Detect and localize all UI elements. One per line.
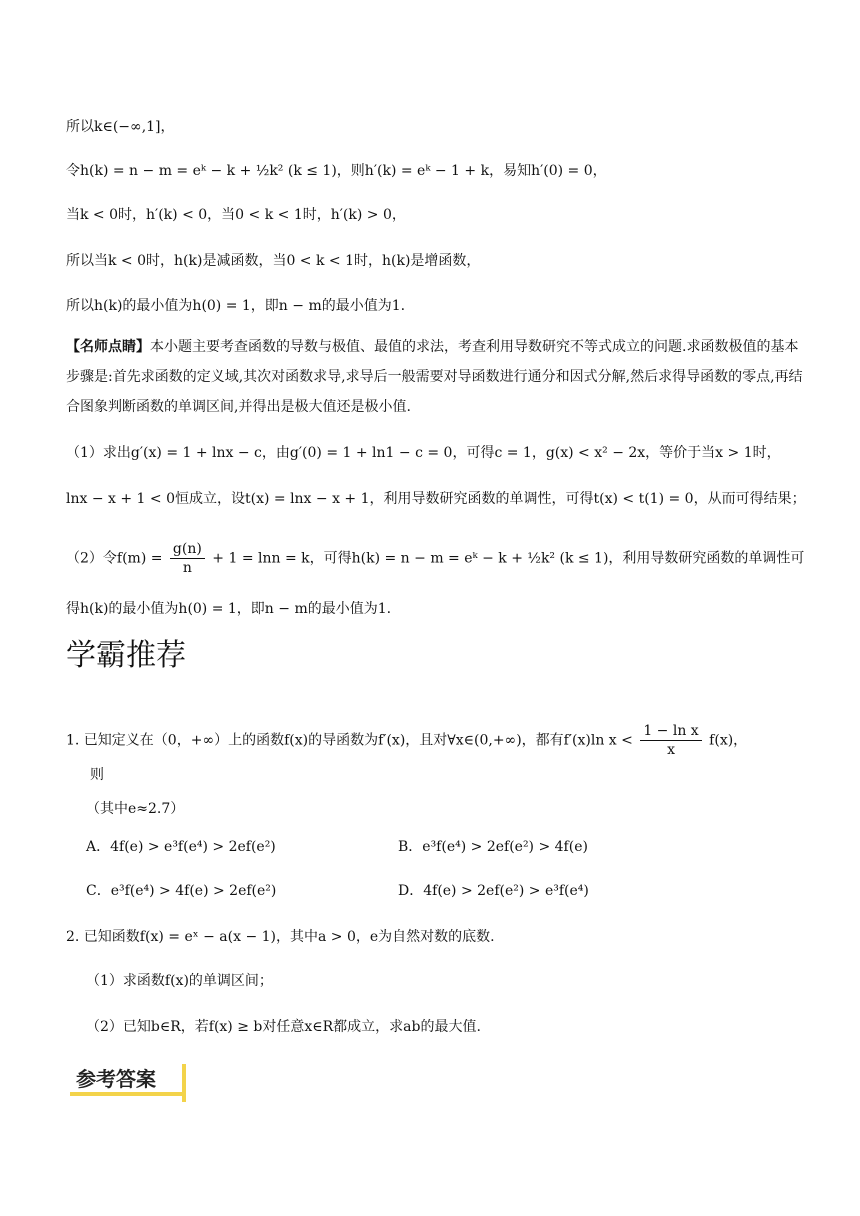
q1-stem-then: 则 <box>90 767 104 783</box>
note-part2-prefix: （2）令f(m) = <box>66 550 163 567</box>
fraction-denominator: n <box>182 560 192 576</box>
solution-line-5: 所以h(k)的最小值为h(0) = 1，即n − m的最小值为1. <box>66 298 406 314</box>
q1-fraction <box>640 722 701 759</box>
q2-part1: （1）求函数f(x)的单调区间； <box>86 973 273 989</box>
note-part2-suffix: + 1 = lnn = k，可得h(k) = n − m = eᵏ − k + ½k² (k ≤ 1)，利用导数研究函数的单调性可 <box>212 550 805 567</box>
q1-stem-prefix: 1. 已知定义在（0，+∞）上的函数f(x)的导函数为f′(x)，且对∀x∈(0,+∞)，都有f′(x)ln x < <box>66 732 633 749</box>
teacher-note-text: 本小题主要考查函数的导数与极值、最值的求法，考查利用导数研究不等式成立的问题.求函数极值的基本步骤是:首先求函数的定义域,其次对函数求导,求导后一般需要对导函数进行通分和因式分解,然后求得导函数的零点,再结合图象判断函数的单调区间,并得出是极大值还是极小值. <box>66 339 803 415</box>
teacher-note-label: 【名师点睛】 <box>66 339 150 355</box>
answer-badge-graphic <box>66 1062 194 1104</box>
solution-line-4: 所以当k < 0时，h(k)是减函数，当0 < k < 1时，h(k)是增函数， <box>66 253 481 269</box>
q1-hint: （其中e≈2.7） <box>86 801 185 817</box>
note-part1-line-a: （1）求出g′(x) = 1 + lnx − c，由g′(0) = 1 + ln1 − c = 0，可得c = 1，g(x) < x² − 2x，等价于当x > 1时， <box>66 445 781 461</box>
q1-option-c[interactable]: C．e³f(e⁴) > 4f(e) > 2ef(e²) <box>86 883 277 899</box>
answer-badge-label: 参考答案 <box>76 1067 156 1091</box>
solution-line-2: 令h(k) = n − m = eᵏ − k + ½k² (k ≤ 1)，则h′(k) = eᵏ − 1 + k，易知h′(0) = 0， <box>66 163 607 179</box>
fraction-numerator: g(n) <box>170 540 205 559</box>
note-part2-fraction <box>170 540 205 577</box>
q1-option-b[interactable]: B．e³f(e⁴) > 2ef(e²) > 4f(e) <box>398 839 588 855</box>
q2-stem: 2. 已知函数f(x) = eˣ − a(x − 1)，其中a > 0，e为自然对数的底数. <box>66 929 495 945</box>
section-title: 学霸推荐 <box>66 638 186 673</box>
q1-stem <box>66 722 747 759</box>
note-part2-line-a <box>66 540 804 577</box>
note-part2-line-b: 得h(k)的最小值为h(0) = 1，即n − m的最小值为1. <box>66 601 392 617</box>
q1-option-a[interactable]: A．4f(e) > e³f(e⁴) > 2ef(e²) <box>86 839 276 855</box>
q1-option-d[interactable]: D．4f(e) > 2ef(e²) > e³f(e⁴) <box>398 883 589 899</box>
q1-stem-suffix: f(x)， <box>709 732 748 749</box>
teacher-note <box>66 332 806 422</box>
solution-line-1: 所以k∈(−∞,1]， <box>66 119 175 135</box>
solution-line-3: 当k < 0时，h′(k) < 0，当0 < k < 1时，h′(k) > 0， <box>66 207 406 223</box>
q1-fraction-denominator: x <box>667 742 675 758</box>
note-part1-line-b: lnx − x + 1 < 0恒成立，设t(x) = lnx − x + 1，利用导数研究函数的单调性，可得t(x) < t(1) = 0，从而可得结果； <box>66 491 806 507</box>
q1-fraction-numerator: 1 − ln x <box>640 722 701 741</box>
q2-part2: （2）已知b∈R，若f(x) ≥ b对任意x∈R都成立，求ab的最大值. <box>86 1019 481 1035</box>
answer-badge <box>66 1062 194 1104</box>
